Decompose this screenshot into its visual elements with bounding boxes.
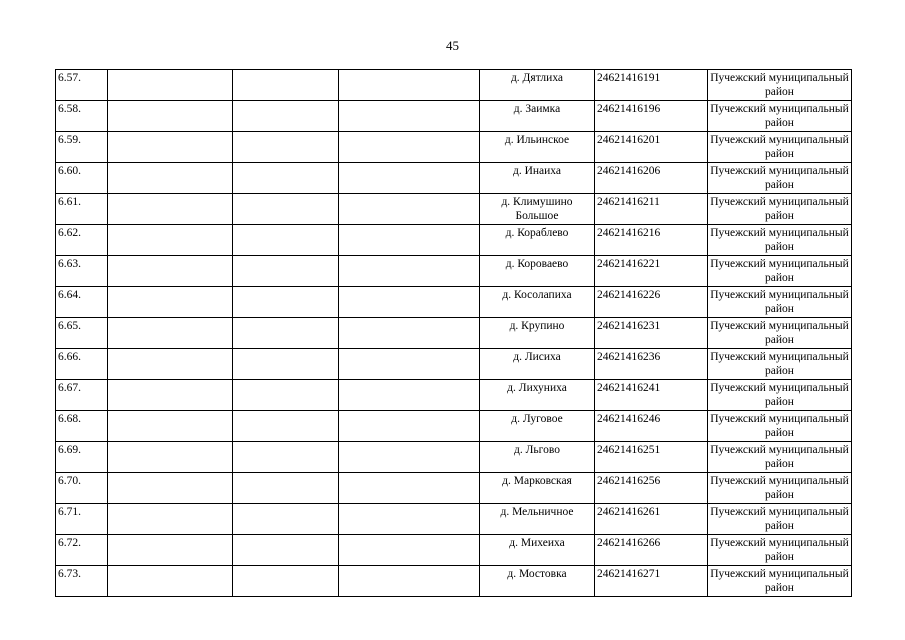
empty-cell (108, 442, 233, 473)
empty-cell (339, 163, 480, 194)
empty-cell (233, 411, 339, 442)
settlement-name: д. Ильинское (480, 132, 595, 163)
empty-cell (339, 256, 480, 287)
district-name: Пучежский муниципальный район (708, 411, 852, 442)
empty-cell (339, 473, 480, 504)
settlement-name: д. Луговое (480, 411, 595, 442)
empty-cell (339, 442, 480, 473)
empty-cell (108, 70, 233, 101)
settlement-name: д. Заимка (480, 101, 595, 132)
table-row (56, 163, 852, 194)
table-row (56, 225, 852, 256)
table-row (56, 504, 852, 535)
empty-cell (108, 411, 233, 442)
row-number: 6.60. (56, 163, 108, 194)
empty-cell (108, 318, 233, 349)
empty-cell (339, 70, 480, 101)
empty-cell (108, 101, 233, 132)
empty-cell (339, 194, 480, 225)
empty-cell (108, 504, 233, 535)
table-body (56, 70, 852, 597)
settlement-name: д. Инаиха (480, 163, 595, 194)
empty-cell (339, 101, 480, 132)
oktmo-code: 24621416191 (595, 70, 708, 101)
empty-cell (233, 132, 339, 163)
district-name: Пучежский муниципальный район (708, 566, 852, 597)
district-name: Пучежский муниципальный район (708, 349, 852, 380)
empty-cell (339, 504, 480, 535)
empty-cell (339, 225, 480, 256)
oktmo-code: 24621416206 (595, 163, 708, 194)
district-name: Пучежский муниципальный район (708, 70, 852, 101)
district-name: Пучежский муниципальный район (708, 504, 852, 535)
settlement-name: д. Михеиха (480, 535, 595, 566)
empty-cell (108, 194, 233, 225)
empty-cell (233, 473, 339, 504)
settlement-name: д. Косолапиха (480, 287, 595, 318)
table-row (56, 380, 852, 411)
empty-cell (233, 535, 339, 566)
district-name: Пучежский муниципальный район (708, 380, 852, 411)
table-row (56, 318, 852, 349)
empty-cell (233, 380, 339, 411)
empty-cell (233, 101, 339, 132)
row-number: 6.59. (56, 132, 108, 163)
oktmo-code: 24621416231 (595, 318, 708, 349)
row-number: 6.57. (56, 70, 108, 101)
table-row (56, 132, 852, 163)
oktmo-code: 24621416196 (595, 101, 708, 132)
empty-cell (233, 194, 339, 225)
empty-cell (233, 566, 339, 597)
empty-cell (233, 70, 339, 101)
empty-cell (233, 225, 339, 256)
row-number: 6.68. (56, 411, 108, 442)
empty-cell (108, 163, 233, 194)
district-name: Пучежский муниципальный район (708, 287, 852, 318)
empty-cell (339, 566, 480, 597)
row-number: 6.63. (56, 256, 108, 287)
settlement-name: д. Льгово (480, 442, 595, 473)
district-name: Пучежский муниципальный район (708, 535, 852, 566)
row-number: 6.58. (56, 101, 108, 132)
district-name: Пучежский муниципальный район (708, 132, 852, 163)
settlement-name: д. Дятлиха (480, 70, 595, 101)
settlement-name: д. Короваево (480, 256, 595, 287)
oktmo-code: 24621416261 (595, 504, 708, 535)
settlement-name: д. Лисиха (480, 349, 595, 380)
oktmo-code: 24621416266 (595, 535, 708, 566)
table-row (56, 287, 852, 318)
settlement-name: д. Мельничное (480, 504, 595, 535)
district-name: Пучежский муниципальный район (708, 256, 852, 287)
empty-cell (233, 163, 339, 194)
row-number: 6.65. (56, 318, 108, 349)
row-number: 6.62. (56, 225, 108, 256)
row-number: 6.71. (56, 504, 108, 535)
empty-cell (339, 318, 480, 349)
oktmo-code: 24621416236 (595, 349, 708, 380)
settlement-name: д. Лихуниха (480, 380, 595, 411)
page-number: 45 (446, 38, 459, 53)
empty-cell (108, 566, 233, 597)
empty-cell (233, 318, 339, 349)
table-row (56, 194, 852, 225)
district-name: Пучежский муниципальный район (708, 194, 852, 225)
row-number: 6.69. (56, 442, 108, 473)
oktmo-code: 24621416256 (595, 473, 708, 504)
oktmo-code: 24621416246 (595, 411, 708, 442)
row-number: 6.73. (56, 566, 108, 597)
empty-cell (108, 287, 233, 318)
settlement-name: д. Крупино (480, 318, 595, 349)
table-row (56, 349, 852, 380)
oktmo-code: 24621416216 (595, 225, 708, 256)
oktmo-code: 24621416201 (595, 132, 708, 163)
table-row (56, 256, 852, 287)
table-row (56, 473, 852, 504)
empty-cell (108, 380, 233, 411)
row-number: 6.70. (56, 473, 108, 504)
row-number: 6.61. (56, 194, 108, 225)
settlement-name: д. Кораблево (480, 225, 595, 256)
empty-cell (108, 132, 233, 163)
empty-cell (339, 132, 480, 163)
oktmo-code: 24621416211 (595, 194, 708, 225)
empty-cell (108, 349, 233, 380)
district-name: Пучежский муниципальный район (708, 318, 852, 349)
empty-cell (339, 287, 480, 318)
empty-cell (233, 349, 339, 380)
settlements-table (55, 69, 852, 597)
settlement-name: д. Марковская (480, 473, 595, 504)
district-name: Пучежский муниципальный район (708, 225, 852, 256)
oktmo-code: 24621416226 (595, 287, 708, 318)
table-row (56, 535, 852, 566)
oktmo-code: 24621416221 (595, 256, 708, 287)
district-name: Пучежский муниципальный район (708, 442, 852, 473)
oktmo-code: 24621416251 (595, 442, 708, 473)
table-row (56, 70, 852, 101)
row-number: 6.72. (56, 535, 108, 566)
oktmo-code: 24621416241 (595, 380, 708, 411)
settlement-name: д. Мостовка (480, 566, 595, 597)
table-row (56, 442, 852, 473)
empty-cell (233, 256, 339, 287)
empty-cell (233, 504, 339, 535)
empty-cell (108, 256, 233, 287)
district-name: Пучежский муниципальный район (708, 473, 852, 504)
empty-cell (233, 442, 339, 473)
empty-cell (339, 349, 480, 380)
district-name: Пучежский муниципальный район (708, 163, 852, 194)
empty-cell (108, 225, 233, 256)
row-number: 6.67. (56, 380, 108, 411)
district-name: Пучежский муниципальный район (708, 101, 852, 132)
empty-cell (108, 535, 233, 566)
empty-cell (339, 380, 480, 411)
empty-cell (108, 473, 233, 504)
table-row (56, 101, 852, 132)
settlement-name: д. Климушино Большое (480, 194, 595, 225)
oktmo-code: 24621416271 (595, 566, 708, 597)
table-row (56, 411, 852, 442)
empty-cell (339, 411, 480, 442)
empty-cell (339, 535, 480, 566)
row-number: 6.66. (56, 349, 108, 380)
empty-cell (233, 287, 339, 318)
table-row (56, 566, 852, 597)
row-number: 6.64. (56, 287, 108, 318)
